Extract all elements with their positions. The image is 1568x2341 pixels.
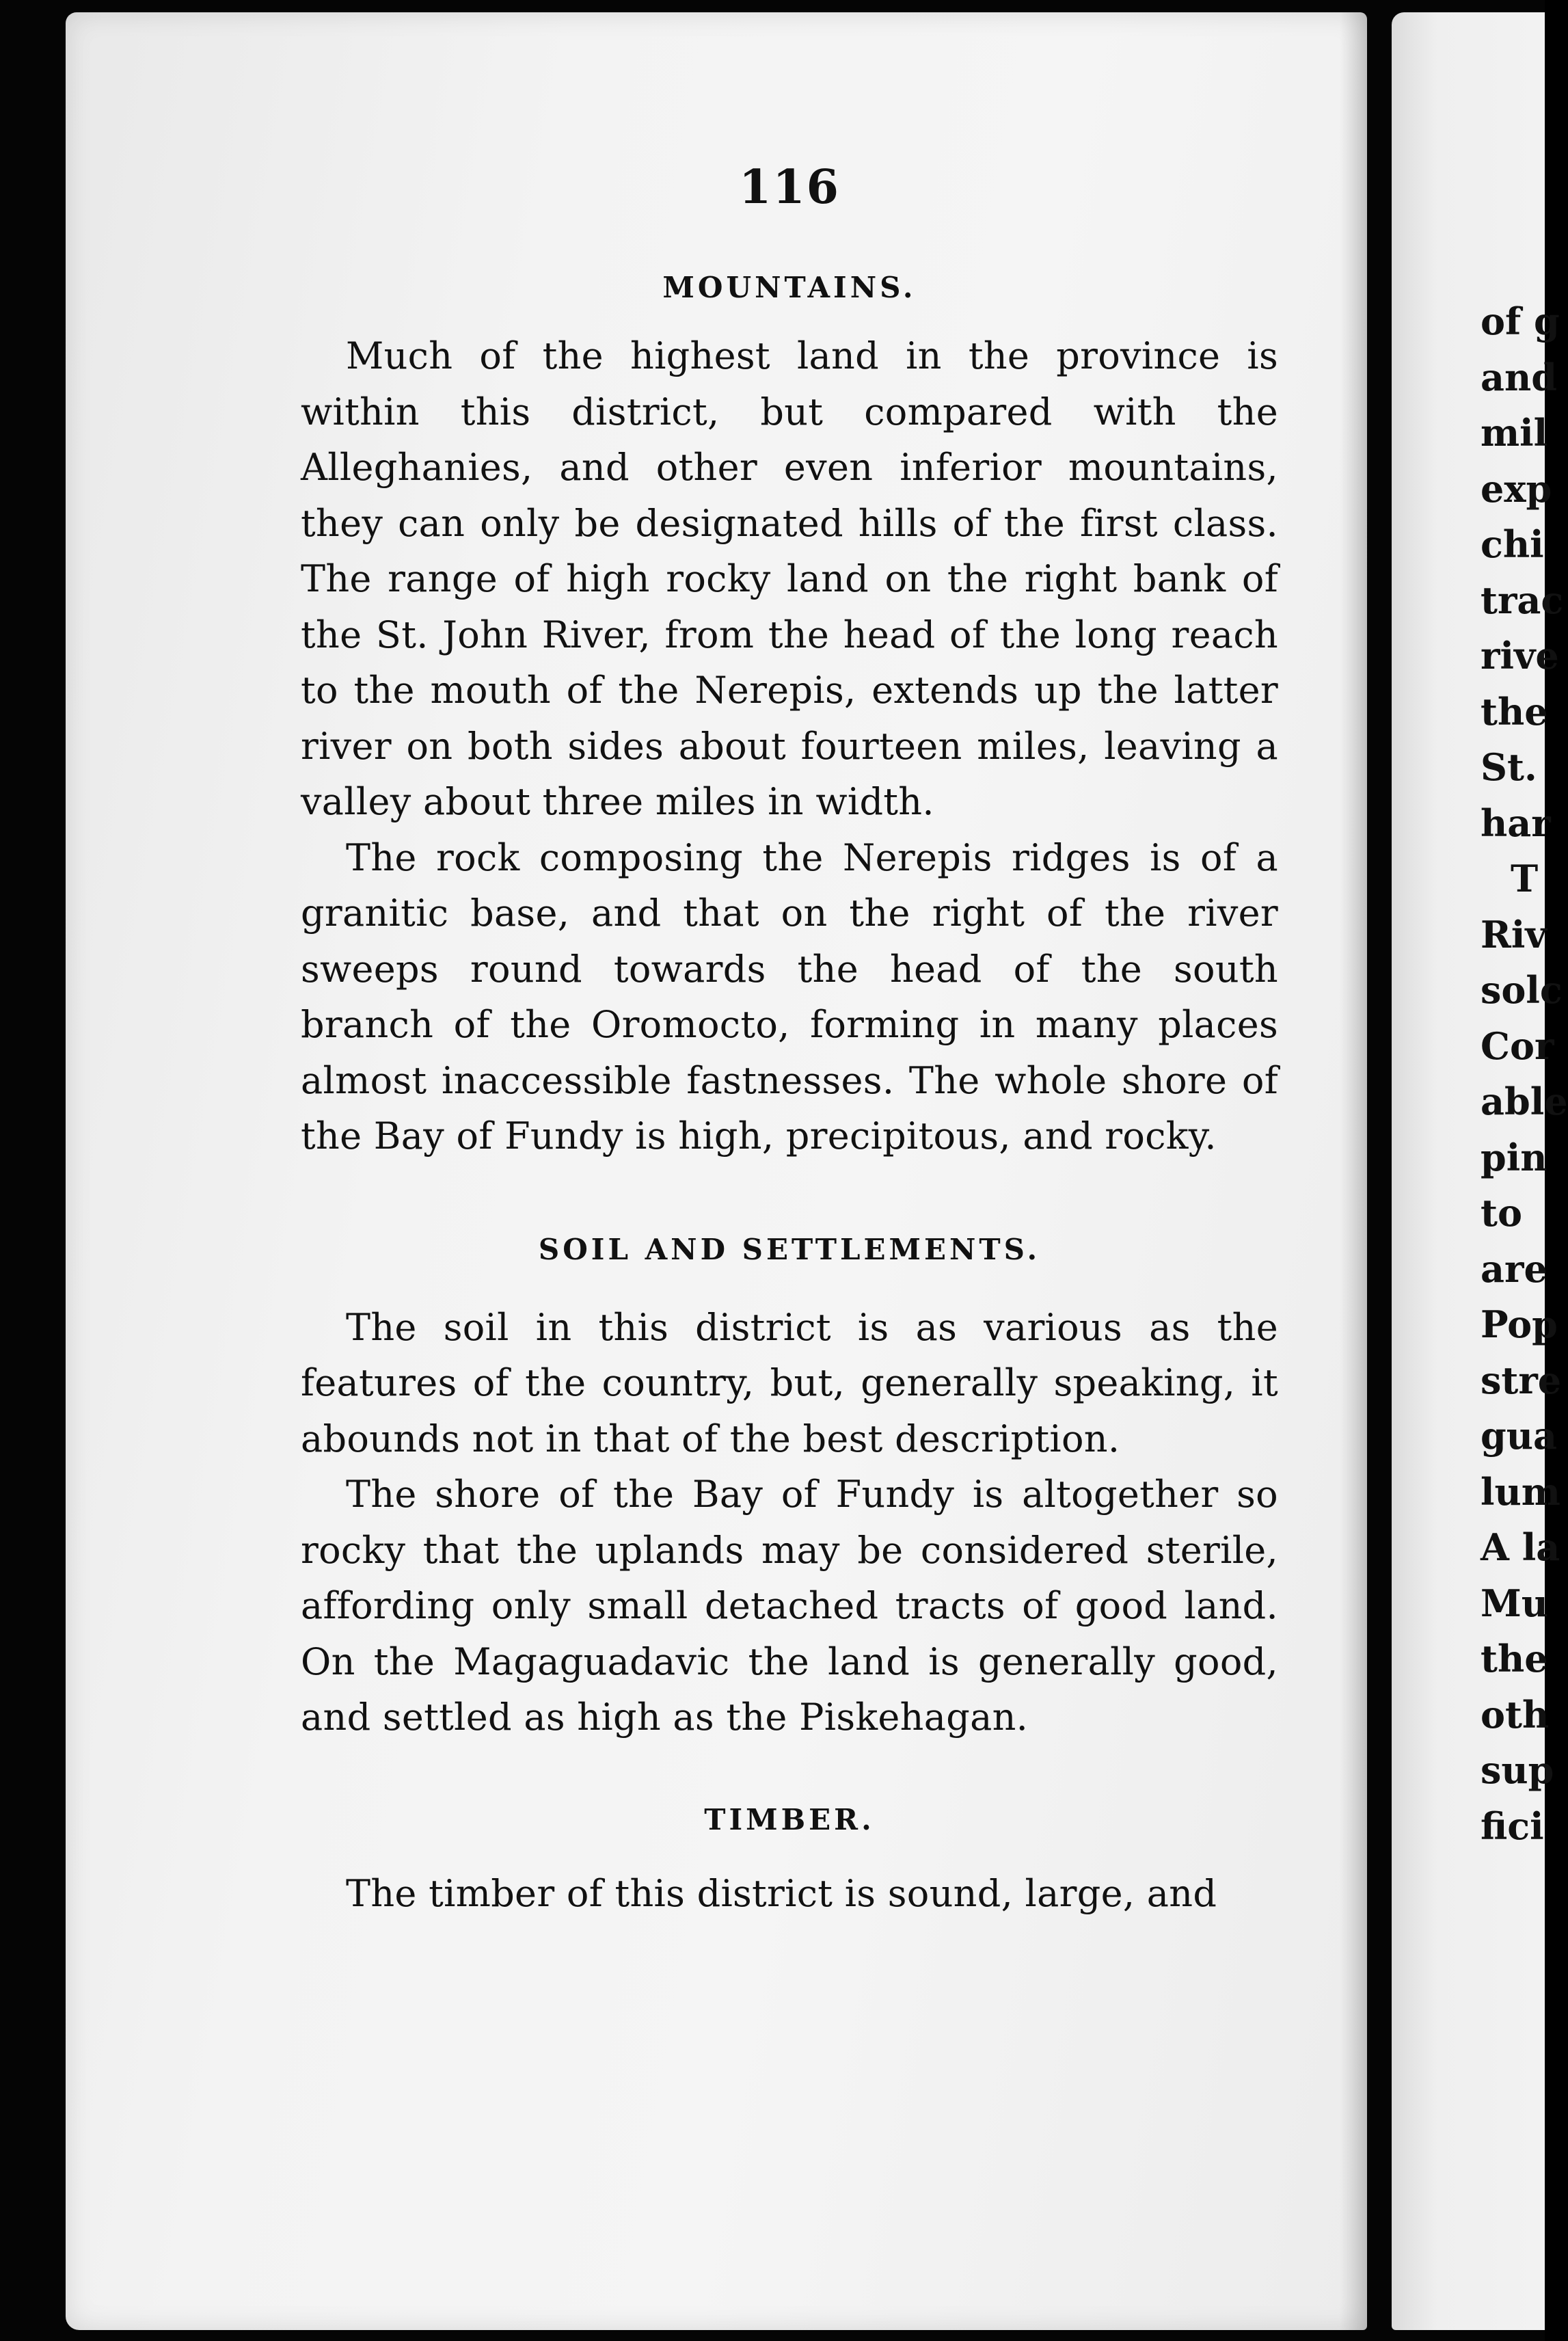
facing-page-text	[1481, 294, 1568, 1854]
text-fragment: exp	[1481, 466, 1552, 511]
section-heading: SOIL AND SETTLEMENTS.	[538, 1232, 1041, 1266]
text-fragment: are	[1481, 1246, 1547, 1291]
text-fragment: lum	[1481, 1469, 1560, 1514]
text-fragment: oth	[1481, 1692, 1550, 1737]
text-fragment: the	[1481, 1637, 1548, 1681]
text-fragment: Riv	[1481, 912, 1547, 957]
text-fragment: Cor	[1481, 1024, 1554, 1068]
text-fragment: solc	[1481, 968, 1563, 1012]
text-fragment: sup	[1481, 1748, 1554, 1792]
paragraph: The rock composing the Nerepis ridges is of a granitic base, and that on the right of the river sweeps round towards the head of the south branch of the Oromocto, forming in many places almost inaccessible fastnesses. The whole shore of the Bay of Fundy is high, precipitous, and rocky.	[301, 835, 1278, 1158]
paragraph: Much of the highest land in the province is within this district, but compared with the Alleghanies, and other even inferior mountains, they can only be designated hills of the first class. The range of high rocky land on the right bank of the St. John River, from the head of the long reach to the mouth of the Nerepis, extends up the latter river on both sides about fourteen miles, leaving a valley about three miles in width.	[301, 334, 1278, 823]
text-fragment: chi	[1481, 522, 1544, 566]
text-fragment: rive	[1481, 634, 1559, 678]
section-timber	[301, 1802, 1278, 1922]
text-fragment: and	[1481, 355, 1558, 399]
text-fragment: A la	[1481, 1525, 1560, 1569]
text-fragment: har	[1481, 801, 1551, 845]
text-fragment: trac	[1481, 578, 1564, 622]
text-fragment: of g	[1481, 299, 1560, 343]
text-fragment: pin	[1481, 1135, 1547, 1179]
facing-page-edge	[1392, 12, 1568, 2330]
section-heading: TIMBER.	[704, 1802, 875, 1836]
paragraph: The soil in this district is as various as the features of the country, but, generally speaking, it abounds not in that of the best description.	[301, 1305, 1278, 1460]
text-fragment: the	[1481, 689, 1548, 734]
text-fragment: mil	[1481, 411, 1548, 455]
page-content	[301, 160, 1278, 1921]
text-fragment: Pop	[1481, 1302, 1558, 1346]
section-mountains	[301, 273, 1278, 1164]
text-fragment: stre	[1481, 1358, 1562, 1402]
text-fragment: Mu	[1481, 1581, 1549, 1625]
text-fragment: St.	[1481, 745, 1537, 789]
paragraph: The shore of the Bay of Fundy is altogether so rocky that the uplands may be considered sterile, affording only small detached tracts of good land. On the Magaguadavic the land is generally good, and settled as high as the Piskehagan.	[301, 1473, 1278, 1739]
section-soil-and-settlements	[301, 1232, 1278, 1745]
section-heading: MOUNTAINS.	[662, 271, 917, 304]
page-number: 116	[739, 160, 840, 215]
text-fragment: fici	[1481, 1804, 1544, 1848]
text-fragment: to	[1481, 1191, 1522, 1235]
text-fragment: gua	[1481, 1414, 1558, 1458]
text-fragment: able	[1481, 1080, 1568, 1123]
text-fragment: T	[1511, 857, 1539, 900]
paragraph: The timber of this district is sound, large, and	[346, 1871, 1217, 1915]
